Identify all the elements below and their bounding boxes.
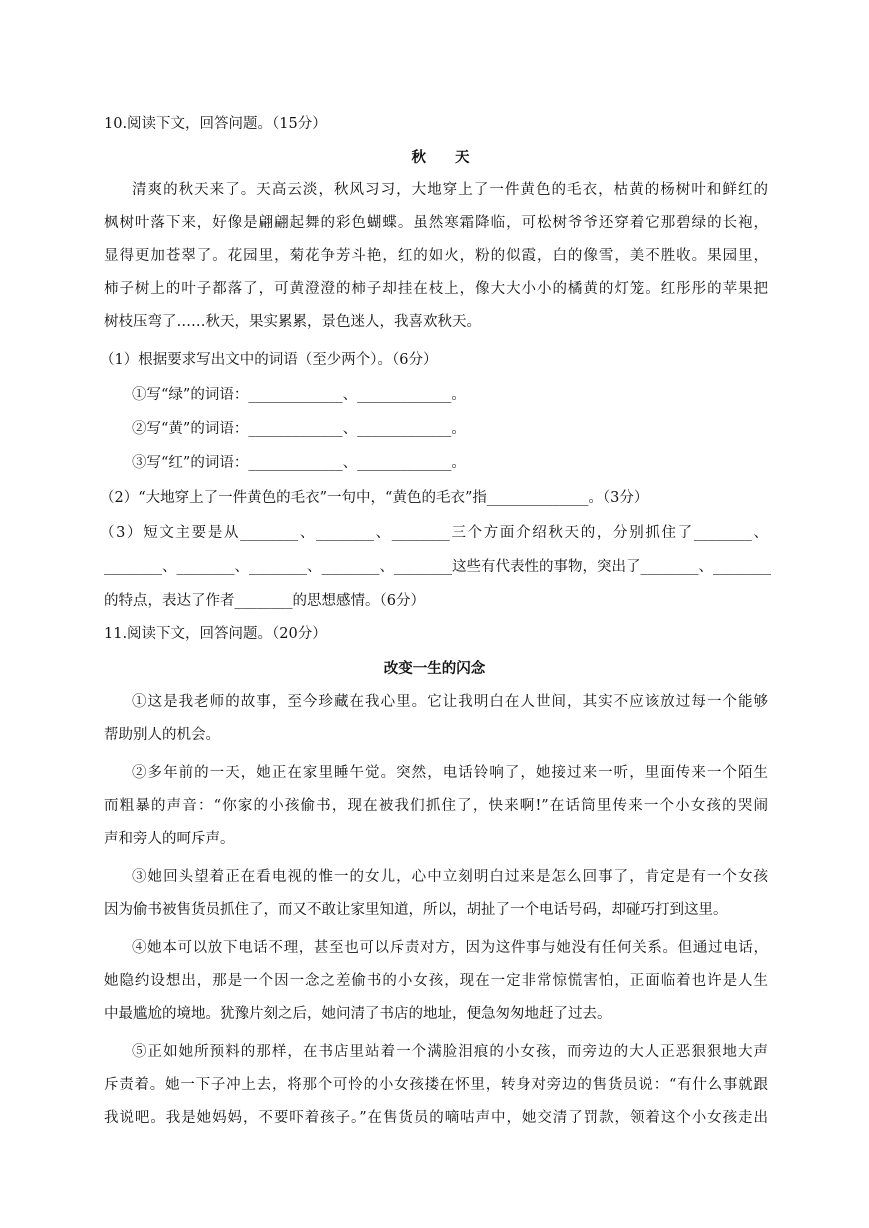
q10-sub3-line: 的特点，表达了作者________的思想感情。（6分） (104, 593, 425, 609)
q11-paragraph-line: 她隐约设想出，那是一个因一念之差偷书的小女孩，现在一定非常惊慌害怕，正面临着也许是人生 (104, 973, 768, 989)
q10-sub1-item-red: ③写“红”的词语：_____________、_____________。 (132, 455, 466, 471)
q11-paragraph-line: ③她回头望着正在看电视的惟一的女儿，心中立刻明白过来是怎么回事了，肯定是有一个女孩 (132, 869, 768, 885)
q10-title: 秋 天 (411, 149, 482, 166)
q11-paragraph-line: 帮助别人的机会。 (104, 727, 220, 743)
q11-paragraph-line: 我说吧。我是她妈妈，不要吓着孩子。”在售货员的嘀咕声中，她交清了罚款，领着这个小女孩走出 (104, 1110, 768, 1126)
q10-heading: 10.阅读下文，回答问题。（15分） (104, 116, 327, 132)
q10-passage-line: 柿子树上的叶子都落了，可黄澄澄的柿子却挂在枝上，像大大小小的橘黄的灯笼。红彤彤的苹果把 (104, 281, 768, 297)
q10-sub1-item-yellow: ②写“黄”的词语：_____________、_____________。 (132, 421, 466, 437)
q10-passage-line: 显得更加苍翠了。花园里，菊花争芳斗艳，红的如火，粉的似霞，白的像雪，美不胜收。果园里， (104, 248, 768, 264)
q10-sub3-line: （3）短文主要是从________、________、________三个方面介绍秋天的，分别抓住了________、 (100, 525, 768, 541)
q11-paragraph-line: 声和旁人的呵斥声。 (104, 831, 235, 847)
q11-paragraph-line: ④她本可以放下电话不理，甚至也可以斥责对方，因为这件事与她没有任何关系。但通过电话， (132, 940, 768, 956)
q10-passage-line: 清爽的秋天来了。天高云淡，秋风习习，大地穿上了一件黄色的毛衣，枯黄的杨树叶和鲜红的 (132, 182, 768, 198)
q11-paragraph-line: 因为偷书被售货员抓住了，而又不敢让家里知道，所以，胡扯了一个电话号码，却碰巧打到这里。 (104, 902, 728, 918)
q11-paragraph-line: 中最尴尬的境地。犹豫片刻之后，她问清了书店的地址，便急匆匆地赶了过去。 (104, 1006, 612, 1022)
q10-sub1-item-green: ①写“绿”的词语：_____________、_____________。 (132, 387, 466, 403)
q10-sub2: （2）“大地穿上了一件黄色的毛衣”一句中，“黄色的毛衣”指______________。（3分） (100, 490, 649, 506)
q11-paragraph-line: ①这是我老师的故事，至今珍藏在我心里。它让我明白在人世间，其实不应该放过每一个能够 (132, 694, 768, 710)
q11-title: 改变一生的闪念 (383, 660, 486, 677)
q11-paragraph-line: ⑤正如她所预料的那样，在书店里站着一个满脸泪痕的小女孩，而旁边的大人正恶狠狠地大声 (132, 1044, 768, 1060)
q11-heading: 11.阅读下文，回答问题。（20分） (104, 626, 327, 642)
q10-sub1: （1）根据要求写出文中的词语（至少两个）。（6分） (100, 352, 438, 368)
q10-passage-line: 枫树叶落下来，好像是翩翩起舞的彩色蝴蝶。虽然寒霜降临，可松树爷爷还穿着它那碧绿的长袍， (104, 215, 768, 231)
q10-sub3-line: ________、________、________、________、________这些有代表性的事物，突出了________、________ (104, 559, 771, 575)
q10-passage-line: 树枝压弯了……秋天，果实累累，景色迷人，我喜欢秋天。 (104, 314, 481, 330)
q11-paragraph-line: 而粗暴的声音：“你家的小孩偷书，现在被我们抓住了，快来啊!”在话筒里传来一个小女孩的哭闹 (104, 798, 768, 814)
q11-paragraph-line: ②多年前的一天，她正在家里睡午觉。突然，电话铃响了，她接过来一听，里面传来一个陌生 (132, 765, 768, 781)
q11-paragraph-line: 斥责着。她一下子冲上去，将那个可怜的小女孩搂在怀里，转身对旁边的售货员说：“有什么事就跟 (104, 1077, 768, 1093)
